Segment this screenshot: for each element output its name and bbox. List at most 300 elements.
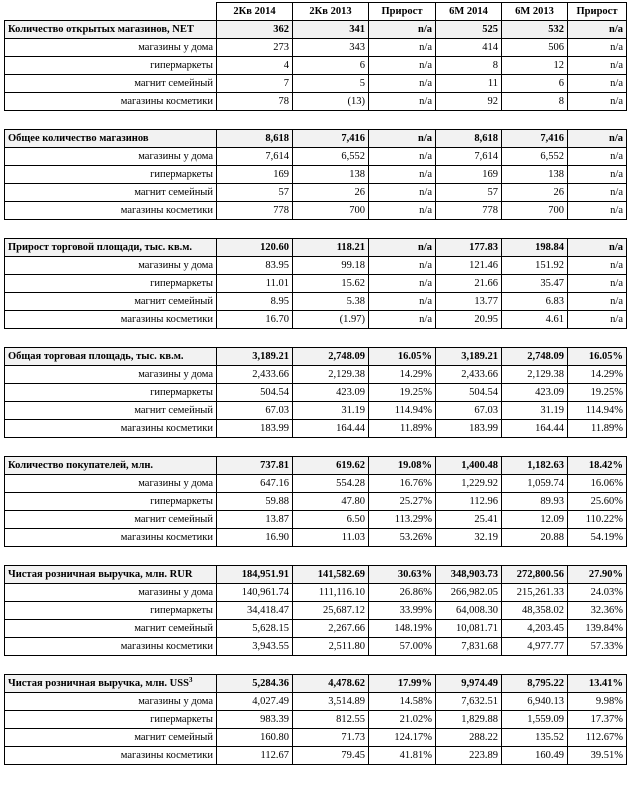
value-growth-6m: 16.05% xyxy=(568,348,627,366)
value-growth-6m: n/a xyxy=(568,21,627,39)
value-growth-q: n/a xyxy=(369,184,436,202)
value-q2-2013: 6,552 xyxy=(293,148,369,166)
value-growth-q: 33.99% xyxy=(369,602,436,620)
table-row xyxy=(5,275,627,293)
value-q2-2013: 341 xyxy=(293,21,369,39)
value-6m-2013: 48,358.02 xyxy=(502,602,568,620)
value-6m-2014: 25.41 xyxy=(436,511,502,529)
table-row xyxy=(5,366,627,384)
spacer-cell xyxy=(5,220,627,239)
value-q2-2014: 59.88 xyxy=(217,493,293,511)
value-q2-2013: 6.50 xyxy=(293,511,369,529)
table-row xyxy=(5,166,627,184)
section-header-row xyxy=(5,566,627,584)
value-6m-2014: 525 xyxy=(436,21,502,39)
value-6m-2013: 12.09 xyxy=(502,511,568,529)
value-growth-q: n/a xyxy=(369,93,436,111)
value-growth-6m: n/a xyxy=(568,293,627,311)
value-growth-q: 113.29% xyxy=(369,511,436,529)
value-6m-2013: 7,416 xyxy=(502,130,568,148)
value-growth-6m: n/a xyxy=(568,275,627,293)
value-growth-q: 57.00% xyxy=(369,638,436,656)
value-growth-q: 148.19% xyxy=(369,620,436,638)
value-growth-6m: 54.19% xyxy=(568,529,627,547)
value-growth-q: 16.76% xyxy=(369,475,436,493)
section-title-text: Чистая розничная выручка, млн. USS xyxy=(8,678,189,689)
value-q2-2013: 2,511.80 xyxy=(293,638,369,656)
value-q2-2014: 34,418.47 xyxy=(217,602,293,620)
value-growth-q: 53.26% xyxy=(369,529,436,547)
header-6m-2013: 6М 2013 xyxy=(502,3,568,21)
value-growth-6m: n/a xyxy=(568,166,627,184)
spacer-cell xyxy=(5,438,627,457)
value-growth-6m: n/a xyxy=(568,184,627,202)
value-q2-2013: 5.38 xyxy=(293,293,369,311)
value-6m-2013: 135.52 xyxy=(502,729,568,747)
value-growth-6m: n/a xyxy=(568,202,627,220)
value-growth-6m: 39.51% xyxy=(568,747,627,765)
spacer-cell xyxy=(5,656,627,675)
section-header-row xyxy=(5,675,627,693)
value-growth-6m: n/a xyxy=(568,257,627,275)
row-label: гипермаркеты xyxy=(5,57,217,75)
value-6m-2013: 151.92 xyxy=(502,257,568,275)
section-header-row xyxy=(5,239,627,257)
section-header-row xyxy=(5,21,627,39)
value-q2-2013: 5 xyxy=(293,75,369,93)
value-6m-2013: 89.93 xyxy=(502,493,568,511)
value-6m-2014: 414 xyxy=(436,39,502,57)
value-growth-6m: n/a xyxy=(568,93,627,111)
value-growth-q: 14.58% xyxy=(369,693,436,711)
value-growth-q: n/a xyxy=(369,275,436,293)
section-spacer xyxy=(5,547,627,566)
header-6m-2014: 6М 2014 xyxy=(436,3,502,21)
value-growth-6m: n/a xyxy=(568,239,627,257)
table-row xyxy=(5,511,627,529)
value-6m-2013: 506 xyxy=(502,39,568,57)
value-q2-2013: 71.73 xyxy=(293,729,369,747)
value-growth-6m: 11.89% xyxy=(568,420,627,438)
value-6m-2013: 272,800.56 xyxy=(502,566,568,584)
value-q2-2014: 647.16 xyxy=(217,475,293,493)
value-growth-q: 26.86% xyxy=(369,584,436,602)
value-6m-2013: 4.61 xyxy=(502,311,568,329)
value-q2-2014: 13.87 xyxy=(217,511,293,529)
value-growth-q: 19.25% xyxy=(369,384,436,402)
value-6m-2013: 1,559.09 xyxy=(502,711,568,729)
header-q2-2014: 2Кв 2014 xyxy=(217,3,293,21)
value-q2-2013: 164.44 xyxy=(293,420,369,438)
value-6m-2014: 177.83 xyxy=(436,239,502,257)
section-title xyxy=(5,566,217,584)
section-spacer xyxy=(5,329,627,348)
value-q2-2013: 812.55 xyxy=(293,711,369,729)
row-label: магазины у дома xyxy=(5,475,217,493)
value-growth-q: n/a xyxy=(369,202,436,220)
value-q2-2013: 2,748.09 xyxy=(293,348,369,366)
row-label: магазины у дома xyxy=(5,148,217,166)
value-growth-q: n/a xyxy=(369,39,436,57)
table-row xyxy=(5,602,627,620)
value-growth-q: 17.99% xyxy=(369,675,436,693)
value-q2-2013: 111,116.10 xyxy=(293,584,369,602)
section-header-row xyxy=(5,130,627,148)
value-growth-6m: 110.22% xyxy=(568,511,627,529)
table-row xyxy=(5,711,627,729)
row-label: магазины у дома xyxy=(5,584,217,602)
value-q2-2014: 983.39 xyxy=(217,711,293,729)
value-q2-2013: 2,129.38 xyxy=(293,366,369,384)
value-growth-q: n/a xyxy=(369,130,436,148)
value-6m-2014: 1,829.88 xyxy=(436,711,502,729)
row-label: магазины у дома xyxy=(5,257,217,275)
row-label: магазины косметики xyxy=(5,638,217,656)
value-growth-6m: 25.60% xyxy=(568,493,627,511)
header-row xyxy=(5,3,627,21)
value-q2-2013: 343 xyxy=(293,39,369,57)
value-6m-2013: 6,552 xyxy=(502,148,568,166)
table-row xyxy=(5,620,627,638)
footnote-marker: 3 xyxy=(188,676,193,684)
value-6m-2014: 2,433.66 xyxy=(436,366,502,384)
value-6m-2014: 64,008.30 xyxy=(436,602,502,620)
value-q2-2013: 2,267.66 xyxy=(293,620,369,638)
value-q2-2014: 16.90 xyxy=(217,529,293,547)
value-q2-2013: 3,514.89 xyxy=(293,693,369,711)
value-q2-2013: 138 xyxy=(293,166,369,184)
value-q2-2014: 5,628.15 xyxy=(217,620,293,638)
value-q2-2013: 47.80 xyxy=(293,493,369,511)
table-row xyxy=(5,729,627,747)
value-growth-q: n/a xyxy=(369,239,436,257)
row-label: магнит семейный xyxy=(5,620,217,638)
value-6m-2014: 504.54 xyxy=(436,384,502,402)
value-q2-2014: 120.60 xyxy=(217,239,293,257)
value-growth-q: n/a xyxy=(369,21,436,39)
value-6m-2014: 8 xyxy=(436,57,502,75)
value-6m-2013: 4,977.77 xyxy=(502,638,568,656)
value-q2-2013: 25,687.12 xyxy=(293,602,369,620)
value-6m-2014: 7,831.68 xyxy=(436,638,502,656)
value-q2-2014: 4 xyxy=(217,57,293,75)
table-row xyxy=(5,184,627,202)
value-growth-q: 41.81% xyxy=(369,747,436,765)
value-q2-2013: 700 xyxy=(293,202,369,220)
value-6m-2014: 1,400.48 xyxy=(436,457,502,475)
value-6m-2013: 8 xyxy=(502,93,568,111)
value-6m-2014: 223.89 xyxy=(436,747,502,765)
value-q2-2014: 57 xyxy=(217,184,293,202)
section-header-row xyxy=(5,348,627,366)
value-6m-2013: 20.88 xyxy=(502,529,568,547)
table-row xyxy=(5,202,627,220)
value-growth-6m: 13.41% xyxy=(568,675,627,693)
value-6m-2013: 26 xyxy=(502,184,568,202)
value-6m-2013: 423.09 xyxy=(502,384,568,402)
section-title-text: Количество открытых магазинов, NET xyxy=(8,24,194,35)
value-growth-q: 21.02% xyxy=(369,711,436,729)
table-row xyxy=(5,293,627,311)
value-growth-q: 25.27% xyxy=(369,493,436,511)
table-row xyxy=(5,148,627,166)
value-growth-6m: 19.25% xyxy=(568,384,627,402)
value-q2-2014: 112.67 xyxy=(217,747,293,765)
value-growth-q: n/a xyxy=(369,166,436,184)
table-body xyxy=(5,21,627,765)
value-6m-2013: 2,129.38 xyxy=(502,366,568,384)
section-title xyxy=(5,130,217,148)
value-q2-2014: 7,614 xyxy=(217,148,293,166)
value-growth-q: n/a xyxy=(369,257,436,275)
section-spacer xyxy=(5,656,627,675)
value-growth-6m: 114.94% xyxy=(568,402,627,420)
table-row xyxy=(5,638,627,656)
section-spacer xyxy=(5,111,627,130)
value-6m-2013: 215,261.33 xyxy=(502,584,568,602)
value-growth-6m: n/a xyxy=(568,57,627,75)
value-q2-2013: 554.28 xyxy=(293,475,369,493)
table-header xyxy=(5,3,627,21)
row-label: магазины косметики xyxy=(5,420,217,438)
value-q2-2014: 78 xyxy=(217,93,293,111)
kpi-table xyxy=(4,2,627,765)
value-q2-2013: 6 xyxy=(293,57,369,75)
value-q2-2013: 26 xyxy=(293,184,369,202)
value-q2-2014: 3,943.55 xyxy=(217,638,293,656)
value-6m-2014: 288.22 xyxy=(436,729,502,747)
value-q2-2013: (1.97) xyxy=(293,311,369,329)
value-6m-2014: 169 xyxy=(436,166,502,184)
value-q2-2014: 140,961.74 xyxy=(217,584,293,602)
row-label: магазины у дома xyxy=(5,39,217,57)
header-blank xyxy=(5,3,217,21)
table-row xyxy=(5,493,627,511)
value-growth-q: n/a xyxy=(369,148,436,166)
row-label: магазины косметики xyxy=(5,747,217,765)
row-label: магазины косметики xyxy=(5,202,217,220)
row-label: гипермаркеты xyxy=(5,384,217,402)
value-6m-2014: 32.19 xyxy=(436,529,502,547)
value-6m-2014: 121.46 xyxy=(436,257,502,275)
value-growth-6m: n/a xyxy=(568,130,627,148)
table-row xyxy=(5,75,627,93)
value-q2-2013: 99.18 xyxy=(293,257,369,275)
value-growth-6m: 57.33% xyxy=(568,638,627,656)
value-q2-2014: 169 xyxy=(217,166,293,184)
section-title-text: Чистая розничная выручка, млн. RUR xyxy=(8,569,193,580)
value-q2-2014: 362 xyxy=(217,21,293,39)
section-title xyxy=(5,239,217,257)
value-q2-2013: 15.62 xyxy=(293,275,369,293)
header-growth-6m: Прирост xyxy=(568,3,627,21)
value-6m-2013: 160.49 xyxy=(502,747,568,765)
value-q2-2014: 2,433.66 xyxy=(217,366,293,384)
value-6m-2014: 57 xyxy=(436,184,502,202)
table-row xyxy=(5,420,627,438)
value-growth-6m: n/a xyxy=(568,148,627,166)
header-growth-q: Прирост xyxy=(369,3,436,21)
section-title-text: Общая торговая площадь, тыс. кв.м. xyxy=(8,351,184,362)
table-row xyxy=(5,311,627,329)
value-6m-2014: 778 xyxy=(436,202,502,220)
value-growth-6m: 17.37% xyxy=(568,711,627,729)
row-label: гипермаркеты xyxy=(5,493,217,511)
value-growth-6m: 18.42% xyxy=(568,457,627,475)
table-row xyxy=(5,257,627,275)
value-q2-2014: 183.99 xyxy=(217,420,293,438)
value-q2-2014: 67.03 xyxy=(217,402,293,420)
value-6m-2014: 67.03 xyxy=(436,402,502,420)
row-label: магнит семейный xyxy=(5,402,217,420)
value-q2-2014: 3,189.21 xyxy=(217,348,293,366)
value-q2-2014: 160.80 xyxy=(217,729,293,747)
value-6m-2014: 112.96 xyxy=(436,493,502,511)
value-6m-2014: 266,982.05 xyxy=(436,584,502,602)
value-growth-6m: 139.84% xyxy=(568,620,627,638)
value-growth-6m: n/a xyxy=(568,311,627,329)
value-growth-q: n/a xyxy=(369,75,436,93)
value-6m-2014: 9,974.49 xyxy=(436,675,502,693)
section-title-text: Общее количество магазинов xyxy=(8,133,149,144)
value-q2-2013: 423.09 xyxy=(293,384,369,402)
value-q2-2013: 79.45 xyxy=(293,747,369,765)
value-6m-2014: 348,903.73 xyxy=(436,566,502,584)
value-growth-q: 124.17% xyxy=(369,729,436,747)
value-growth-6m: 27.90% xyxy=(568,566,627,584)
table-row xyxy=(5,57,627,75)
header-q2-2013: 2Кв 2013 xyxy=(293,3,369,21)
value-6m-2014: 20.95 xyxy=(436,311,502,329)
value-growth-q: n/a xyxy=(369,311,436,329)
value-q2-2014: 778 xyxy=(217,202,293,220)
value-growth-q: 19.08% xyxy=(369,457,436,475)
value-growth-q: 11.89% xyxy=(369,420,436,438)
value-6m-2013: 8,795.22 xyxy=(502,675,568,693)
value-6m-2013: 2,748.09 xyxy=(502,348,568,366)
value-6m-2013: 35.47 xyxy=(502,275,568,293)
row-label: магазины косметики xyxy=(5,529,217,547)
value-growth-6m: n/a xyxy=(568,39,627,57)
value-6m-2014: 3,189.21 xyxy=(436,348,502,366)
row-label: гипермаркеты xyxy=(5,711,217,729)
value-growth-6m: 9.98% xyxy=(568,693,627,711)
value-6m-2014: 13.77 xyxy=(436,293,502,311)
section-header-row xyxy=(5,457,627,475)
value-q2-2014: 16.70 xyxy=(217,311,293,329)
value-growth-6m: 16.06% xyxy=(568,475,627,493)
value-6m-2013: 532 xyxy=(502,21,568,39)
value-q2-2014: 737.81 xyxy=(217,457,293,475)
value-q2-2014: 504.54 xyxy=(217,384,293,402)
spacer-cell xyxy=(5,547,627,566)
value-q2-2014: 4,027.49 xyxy=(217,693,293,711)
section-title xyxy=(5,348,217,366)
value-6m-2013: 1,059.74 xyxy=(502,475,568,493)
row-label: магнит семейный xyxy=(5,75,217,93)
value-6m-2013: 6.83 xyxy=(502,293,568,311)
row-label: магнит семейный xyxy=(5,184,217,202)
retail-kpi-document xyxy=(4,2,626,765)
value-q2-2014: 5,284.36 xyxy=(217,675,293,693)
value-q2-2013: 31.19 xyxy=(293,402,369,420)
value-6m-2013: 6,940.13 xyxy=(502,693,568,711)
value-q2-2013: 11.03 xyxy=(293,529,369,547)
section-spacer xyxy=(5,438,627,457)
value-q2-2014: 8.95 xyxy=(217,293,293,311)
section-title-text: Количество покупателей, млн. xyxy=(8,460,154,471)
section-title-text: Прирост торговой площади, тыс. кв.м. xyxy=(8,242,193,253)
value-6m-2014: 8,618 xyxy=(436,130,502,148)
table-row xyxy=(5,693,627,711)
table-row xyxy=(5,384,627,402)
row-label: магазины косметики xyxy=(5,93,217,111)
row-label: магазины у дома xyxy=(5,366,217,384)
value-growth-q: 114.94% xyxy=(369,402,436,420)
value-6m-2014: 183.99 xyxy=(436,420,502,438)
value-q2-2014: 184,951.91 xyxy=(217,566,293,584)
section-title xyxy=(5,21,217,39)
value-growth-q: 30.63% xyxy=(369,566,436,584)
row-label: гипермаркеты xyxy=(5,166,217,184)
value-growth-6m: 32.36% xyxy=(568,602,627,620)
value-growth-6m: 14.29% xyxy=(568,366,627,384)
table-row xyxy=(5,747,627,765)
value-q2-2013: 118.21 xyxy=(293,239,369,257)
spacer-cell xyxy=(5,329,627,348)
table-row xyxy=(5,402,627,420)
row-label: гипермаркеты xyxy=(5,602,217,620)
table-row xyxy=(5,39,627,57)
value-growth-q: n/a xyxy=(369,57,436,75)
value-6m-2014: 21.66 xyxy=(436,275,502,293)
value-6m-2014: 10,081.71 xyxy=(436,620,502,638)
value-q2-2014: 7 xyxy=(217,75,293,93)
value-6m-2014: 7,632.51 xyxy=(436,693,502,711)
section-title xyxy=(5,457,217,475)
spacer-cell xyxy=(5,111,627,130)
value-q2-2014: 11.01 xyxy=(217,275,293,293)
value-growth-6m: n/a xyxy=(568,75,627,93)
table-row xyxy=(5,475,627,493)
row-label: магнит семейный xyxy=(5,293,217,311)
value-6m-2013: 138 xyxy=(502,166,568,184)
value-6m-2014: 7,614 xyxy=(436,148,502,166)
row-label: магазины у дома xyxy=(5,693,217,711)
table-row xyxy=(5,529,627,547)
value-growth-q: 16.05% xyxy=(369,348,436,366)
value-growth-q: 14.29% xyxy=(369,366,436,384)
value-q2-2013: 7,416 xyxy=(293,130,369,148)
section-title xyxy=(5,675,217,693)
value-6m-2013: 1,182.63 xyxy=(502,457,568,475)
value-q2-2014: 83.95 xyxy=(217,257,293,275)
value-6m-2013: 700 xyxy=(502,202,568,220)
value-q2-2013: 4,478.62 xyxy=(293,675,369,693)
value-6m-2013: 6 xyxy=(502,75,568,93)
section-spacer xyxy=(5,220,627,239)
value-6m-2013: 164.44 xyxy=(502,420,568,438)
value-growth-6m: 24.03% xyxy=(568,584,627,602)
value-6m-2013: 12 xyxy=(502,57,568,75)
row-label: магнит семейный xyxy=(5,511,217,529)
row-label: гипермаркеты xyxy=(5,275,217,293)
row-label: магнит семейный xyxy=(5,729,217,747)
value-growth-q: n/a xyxy=(369,293,436,311)
value-q2-2013: (13) xyxy=(293,93,369,111)
value-q2-2014: 8,618 xyxy=(217,130,293,148)
row-label: магазины косметики xyxy=(5,311,217,329)
